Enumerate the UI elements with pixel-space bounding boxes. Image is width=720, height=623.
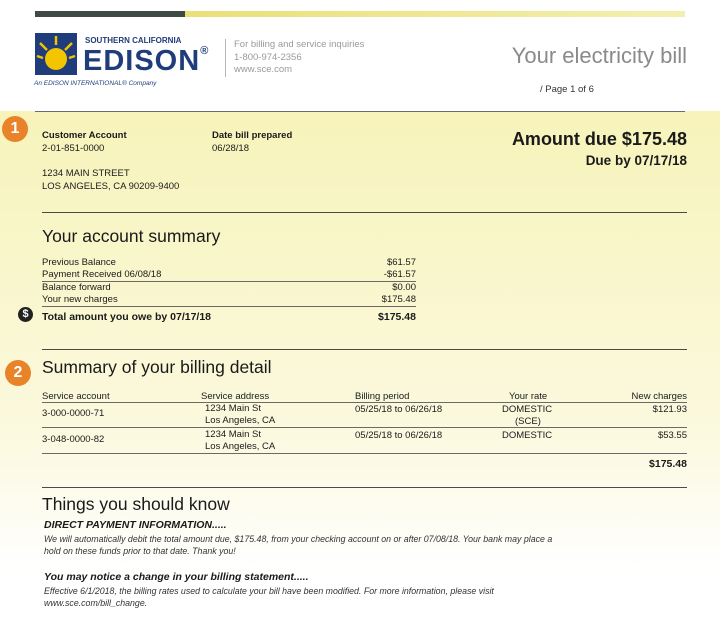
address-line-2: LOS ANGELES, CA 90209-9400	[42, 181, 180, 192]
summary-row-value: -$61.57	[383, 269, 416, 280]
summary-total-label: Total amount you owe by 07/17/18	[42, 311, 212, 323]
customer-account-number: 2-01-851-0000	[42, 143, 105, 154]
billing-row-period: 05/25/18 to 06/26/18	[355, 430, 443, 441]
summary-row-value: $61.57	[386, 257, 416, 268]
column-header-your-rate: Your rate	[509, 391, 548, 402]
summary-row-label: Previous Balance	[42, 257, 116, 268]
summary-row	[42, 269, 416, 282]
direct-payment-line-2: hold on these funds prior to that date. Thank you!	[44, 546, 236, 556]
address-line-1: 1234 MAIN STREET	[42, 168, 130, 179]
direct-payment-line-1: We will automatically debit the total amount due, $175.48, from your checking account on or after 07/08/18. Your bank may place a	[44, 534, 553, 544]
billing-row-address1: 1234 Main St	[205, 403, 261, 414]
billing-row-account: 3-000-0000-71	[42, 408, 105, 419]
color-bar-yellow	[185, 11, 685, 17]
column-header-billing-period: Billing period	[355, 391, 410, 402]
billing-row-rate: DOMESTIC	[502, 430, 553, 441]
summary-row-label: Your new charges	[42, 294, 118, 305]
contact-phone[interactable]: 1-800-974-2356	[234, 51, 302, 63]
header-color-bar	[35, 11, 685, 17]
billing-row-rate-note: (SCE)	[515, 416, 541, 427]
direct-payment-heading: DIRECT PAYMENT INFORMATION.....	[44, 519, 227, 531]
date-prepared-label: Date bill prepared	[212, 130, 293, 141]
table-header-rule	[42, 402, 687, 403]
billing-change-line-1: Effective 6/1/2018, the billing rates used to calculate your bill have been modified. For more information, please visit	[44, 586, 494, 596]
amount-due: Amount due $175.48	[511, 129, 687, 149]
column-header-service-account: Service account	[42, 391, 110, 402]
billing-row-account: 3-048-0000-82	[42, 434, 105, 445]
billing-row-rate: DOMESTIC	[502, 404, 553, 415]
section-badge-2: 2	[5, 360, 31, 386]
billing-row-charge: $121.93	[652, 404, 687, 415]
billing-row-address1: 1234 Main St	[205, 429, 261, 440]
billing-row-address2: Los Angeles, CA	[205, 415, 276, 426]
contact-website[interactable]: www.sce.com	[234, 64, 293, 75]
logo-subtitle: An EDISON INTERNATIONAL® Company	[34, 80, 157, 87]
summary-row-label: Payment Received 06/08/18	[42, 269, 162, 280]
summary-total-value: $175.48	[378, 311, 416, 323]
direct-payment-text	[44, 533, 689, 557]
billing-row-period: 05/25/18 to 06/26/18	[355, 404, 443, 415]
table-bottom-rule	[42, 453, 687, 454]
summary-row-value: $0.00	[392, 282, 416, 293]
column-header-service-address: Service address	[201, 391, 270, 402]
table-row-rule	[42, 427, 687, 428]
summary-row	[42, 282, 416, 294]
billing-row-address2: Los Angeles, CA	[205, 441, 276, 452]
billing-change-link[interactable]: www.sce.com/bill_change.	[44, 598, 148, 608]
bill-title: Your electricity bill	[511, 43, 687, 68]
logo-main-text	[83, 45, 209, 78]
page-number: / Page 1 of 6	[540, 84, 594, 95]
section-divider	[42, 212, 687, 213]
billing-total: $175.48	[649, 458, 687, 470]
logo-registered-mark: ®	[200, 45, 210, 57]
billing-change-text	[44, 585, 689, 609]
logo-edison: EDISON	[83, 45, 201, 77]
summary-row-value: $175.48	[381, 294, 416, 305]
sun-logo-icon	[35, 33, 77, 75]
section-badge-1: 1	[2, 116, 28, 142]
contact-info	[225, 39, 364, 77]
logo-top-text: SOUTHERN CALIFORNIA	[85, 36, 182, 45]
due-date: Due by 07/17/18	[585, 153, 687, 168]
billing-change-heading: You may notice a change in your billing statement.....	[44, 571, 309, 583]
dollar-icon: $	[18, 307, 33, 322]
billing-row-charge: $53.55	[657, 430, 687, 441]
header-divider	[35, 111, 685, 112]
section-divider	[42, 487, 687, 488]
things-to-know-title: Things you should know	[42, 494, 230, 514]
section-divider	[42, 349, 687, 350]
column-header-new-charges: New charges	[631, 391, 687, 402]
color-bar-dark	[35, 11, 185, 17]
summary-row-label: Balance forward	[42, 282, 111, 293]
account-summary-title: Your account summary	[42, 226, 221, 246]
summary-row	[42, 294, 416, 307]
billing-detail-title: Summary of your billing detail	[42, 357, 272, 377]
summary-row	[42, 257, 416, 269]
date-prepared-value: 06/28/18	[212, 143, 249, 154]
contact-line: For billing and service inquiries	[234, 39, 365, 50]
customer-account-label: Customer Account	[42, 130, 127, 141]
